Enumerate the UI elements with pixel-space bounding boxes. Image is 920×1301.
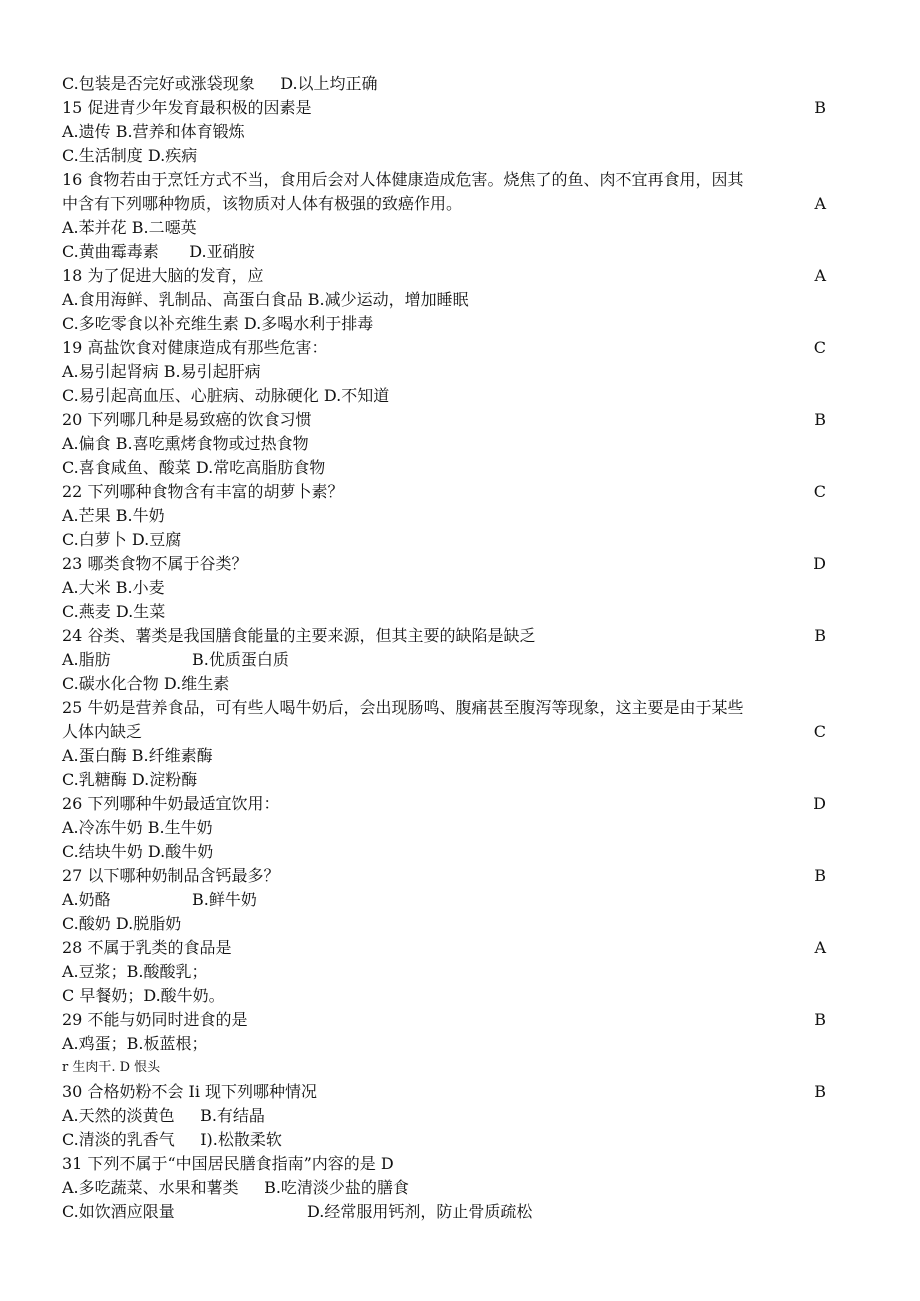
line-text: C.乳糖酶 D.淀粉酶 [62, 770, 198, 789]
text-line [62, 936, 862, 960]
text-line [62, 336, 862, 360]
answer-key: D [813, 554, 826, 573]
line-text: C.易引起高血压、心脏病、动脉硬化 D.不知道 [62, 386, 390, 405]
line-text: 16 食物若由于烹饪方式不当，食用后会对人体健康造成危害。烧焦了的鱼、肉不宜再食用，因其 [62, 170, 744, 189]
line-text: 28 不属于乳类的食品是 [62, 938, 232, 957]
line-text: A.脂肪 B.优质蛋白质 [62, 650, 289, 669]
line-text: 中含有下列哪种物质，该物质对人体有极强的致癌作用。 [62, 194, 463, 213]
text-line [62, 408, 862, 432]
line-text: A.奶酪 B.鲜牛奶 [62, 890, 257, 909]
text-line [62, 216, 862, 240]
document-page [62, 72, 862, 1224]
line-text: C.包装是否完好或涨袋现象 D.以上均正确 [62, 74, 378, 93]
answer-key: A [814, 938, 826, 957]
text-line [62, 696, 862, 720]
answer-key: B [814, 1010, 826, 1029]
line-text: 23 哪类食物不属于谷类？ [62, 554, 248, 573]
text-line [62, 120, 862, 144]
line-text: A.多吃蔬菜、水果和薯类 B.吃清淡少盐的膳食 [62, 1178, 409, 1197]
line-text: 15 促进青少年发育最积极的因素是 [62, 98, 312, 117]
text-line [62, 432, 862, 456]
text-line [62, 672, 862, 696]
line-text: C.喜食咸鱼、酸菜 D.常吃高脂肪食物 [62, 458, 326, 477]
text-line [62, 648, 862, 672]
text-line [62, 1056, 862, 1080]
text-line [62, 744, 862, 768]
text-line [62, 792, 862, 816]
text-line [62, 1176, 862, 1200]
line-text: 18 为了促进大脑的发育，应 [62, 266, 264, 285]
text-line [62, 1032, 862, 1056]
line-text: C.生活制度 D.疾病 [62, 146, 198, 165]
line-text: 29 不能与奶同时进食的是 [62, 1010, 248, 1029]
line-text: 31 下列不属于“中国居民膳食指南”内容的是 D [62, 1154, 394, 1173]
line-text: C.黄曲霉毒素 D.亚硝胺 [62, 242, 255, 261]
text-line [62, 504, 862, 528]
text-line [62, 1008, 862, 1032]
line-text: C.酸奶 D.脱脂奶 [62, 914, 182, 933]
text-line [62, 720, 862, 744]
text-line [62, 624, 862, 648]
text-line [62, 552, 862, 576]
line-text: C.如饮酒应限量 D.经常服用钙剂，防止骨质疏松 [62, 1202, 533, 1221]
text-line [62, 240, 862, 264]
line-text: A.遗传 B.营养和体育锻炼 [62, 122, 245, 141]
text-line [62, 1080, 862, 1104]
line-text: 27 以下哪种奶制品含钙最多？ [62, 866, 280, 885]
text-line [62, 1104, 862, 1128]
line-text: A.大米 B.小麦 [62, 578, 165, 597]
line-text: A.苯并花 B.二噁英 [62, 218, 197, 237]
line-text: A.蛋白酶 B.纤维素酶 [62, 746, 213, 765]
line-text: C.多吃零食以补充维生素 D.多喝水利于排毒 [62, 314, 374, 333]
text-line [62, 1128, 862, 1152]
answer-key: B [814, 866, 826, 885]
line-text: 22 下列哪种食物含有丰富的胡萝卜素？ [62, 482, 344, 501]
line-text: A.偏食 B.喜吃熏烤食物或过热食物 [62, 434, 309, 453]
line-text: A.食用海鲜、乳制品、高蛋白食品 B.减少运动，增加睡眠 [62, 290, 469, 309]
text-line [62, 72, 862, 96]
line-text: 25 牛奶是营养食品，可有些人喝牛奶后，会出现肠鸣、腹痛甚至腹泻等现象，这主要是由于某些 [62, 698, 744, 717]
line-text: C.白萝卜 D.豆腐 [62, 530, 182, 549]
text-line [62, 264, 862, 288]
line-text: C.结块牛奶 D.酸牛奶 [62, 842, 214, 861]
answer-key: A [814, 266, 826, 285]
line-text: C 早餐奶；D.酸牛奶。 [62, 986, 225, 1005]
text-line [62, 528, 862, 552]
answer-key: B [814, 626, 826, 645]
answer-key: C [813, 722, 826, 741]
text-line [62, 984, 862, 1008]
line-text: A.鸡蛋；B.板蓝根； [62, 1034, 208, 1053]
text-line [62, 288, 862, 312]
text-line [62, 384, 862, 408]
text-line [62, 960, 862, 984]
text-line [62, 1152, 862, 1176]
text-line [62, 480, 862, 504]
line-text: 24 谷类、薯类是我国膳食能量的主要来源，但其主要的缺陷是缺乏 [62, 626, 536, 645]
text-line [62, 312, 862, 336]
text-line [62, 360, 862, 384]
text-line [62, 168, 862, 192]
text-line [62, 816, 862, 840]
line-text: A.易引起肾病 B.易引起肝病 [62, 362, 261, 381]
line-text: 30 合格奶粉不会 Ii 现下列哪种情况 [62, 1082, 318, 1101]
text-line [62, 912, 862, 936]
text-line [62, 888, 862, 912]
answer-key: B [814, 98, 826, 117]
text-line [62, 768, 862, 792]
answer-key: A [814, 194, 826, 213]
text-line [62, 96, 862, 120]
text-line [62, 192, 862, 216]
line-text: r 生肉干. D 恨头 [62, 1060, 161, 1075]
line-text: A.冷冻牛奶 B.生牛奶 [62, 818, 213, 837]
line-text: C.碳水化合物 D.维生素 [62, 674, 230, 693]
text-line [62, 840, 862, 864]
answer-key: C [813, 482, 826, 501]
line-text: A.天然的淡黄色 B.有结晶 [62, 1106, 265, 1125]
text-line [62, 456, 862, 480]
answer-key: B [814, 410, 826, 429]
answer-key: D [813, 794, 826, 813]
line-text: A.芒果 B.牛奶 [62, 506, 165, 525]
answer-key: B [814, 1082, 826, 1101]
text-line [62, 1200, 862, 1224]
text-line [62, 864, 862, 888]
text-line [62, 144, 862, 168]
line-text: 26 下列哪种牛奶最适宜饮用： [62, 794, 280, 813]
line-text: A.豆浆；B.酸酸乳； [62, 962, 208, 981]
line-text: C.燕麦 D.生菜 [62, 602, 166, 621]
text-line [62, 600, 862, 624]
answer-key: C [813, 338, 826, 357]
line-text: 20 下列哪几种是易致癌的饮食习惯 [62, 410, 312, 429]
line-text: C.清淡的乳香气 I).松散柔软 [62, 1130, 282, 1149]
text-line [62, 576, 862, 600]
line-text: 人体内缺乏 [62, 722, 143, 741]
line-text: 19 高盐饮食对健康造成有那些危害： [62, 338, 328, 357]
